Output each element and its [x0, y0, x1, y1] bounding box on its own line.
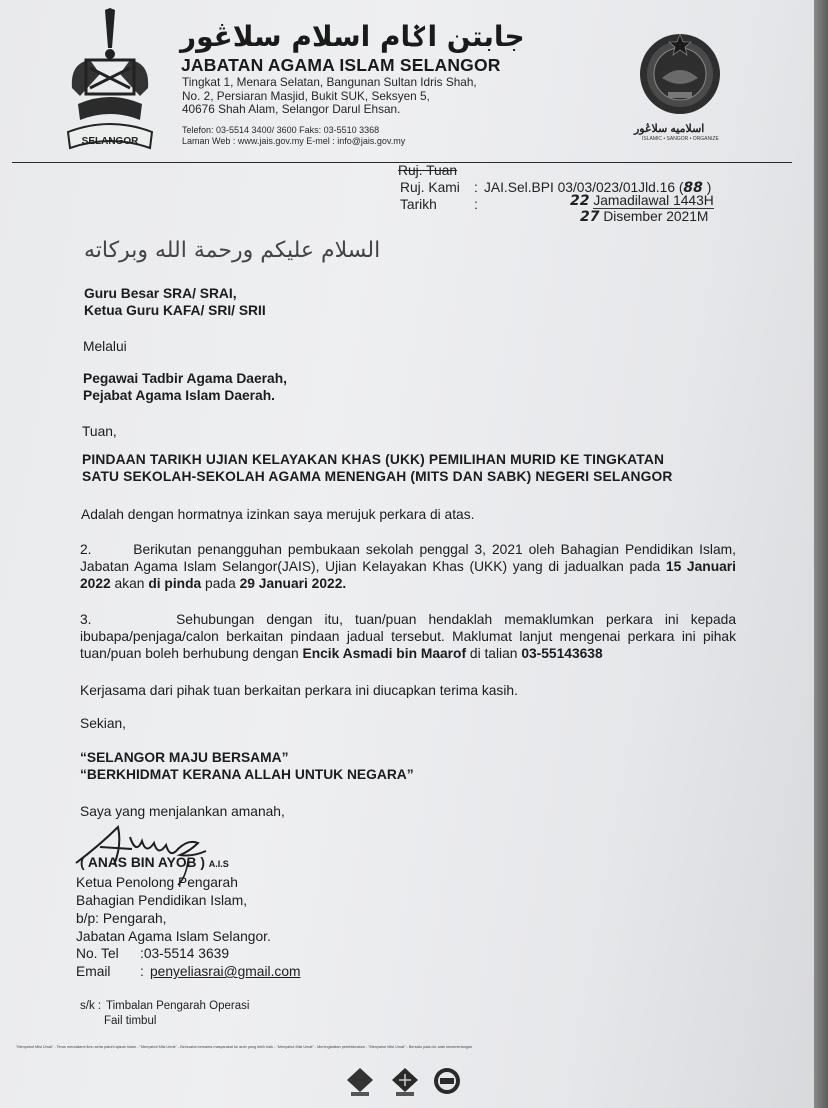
via-label: Melalui: [83, 339, 127, 354]
greg-day-handwritten: 27: [580, 209, 600, 225]
via-line-1: Pegawai Tadbir Agama Daerah,: [83, 371, 287, 386]
subject-line-1: PINDAAN TARIKH UJIAN KELAYAKAN KHAS (UKK) PEMILIHAN MURID KE TINGKATAN: [82, 452, 665, 467]
address-block: [182, 76, 477, 117]
via-line-2: Pejabat Agama Islam Daerah.: [83, 388, 275, 403]
selangor-crest-logo: [60, 8, 160, 153]
tel-label: No. Tel: [76, 946, 119, 961]
hijri-date: [570, 193, 714, 209]
email-sep: :: [140, 964, 144, 979]
sekian: Sekian,: [80, 716, 127, 731]
email-label: Email: [76, 964, 111, 979]
paragraph-3-text: Sehubungan dengan itu, tuan/puan hendaklah memaklumkan perkara ini kepada ibubapa/penjaga/calon berkaitan pindaan jadual tersebut. Maklumat lanjut mengenai perkara ini pihak tuan/puan boleh berhubung dengan: [80, 612, 736, 661]
address-line: No. 2, Persiaran Masjid, Bukit SUK, Seksyen 5,: [182, 88, 430, 103]
recipient-line-1: Guru Besar SRA/ SRAI,: [84, 286, 237, 301]
greeting: Tuan,: [82, 424, 117, 439]
paragraph-2-mid2: pada: [205, 576, 236, 591]
contact-person: Encik Asmadi bin Maarof: [302, 646, 467, 661]
recipient-line-2: Ketua Guru KAFA/ SRI/ SRII: [84, 303, 266, 318]
hijri-day-handwritten: 22: [570, 193, 590, 209]
cc-line-1: Timbalan Pengarah Operasi: [106, 1000, 250, 1012]
paragraph-3-mid: di talian: [469, 646, 518, 661]
address-line: Tingkat 1, Menara Selatan, Bangunan Sultan Idris Shah,: [182, 75, 477, 89]
certification-badge-icon: [345, 1066, 375, 1098]
tel-value: :03-5514 3639: [140, 946, 229, 961]
paragraph-2-number: 2.: [80, 542, 92, 557]
footer-motto-strip: "Menyahut Misi Umat" - Terus mendalami ilmu serta patuhi ajaran Islam - "Menyahut Misi Umat" - Berusaha bersama masyarakat ke arah yang lebih baik - "Menyahut Misi Umat" - Meningkatkan perkhidmatan - "Menyahut Misi Umat" - Bersatu padu ke arah kecemerlangan: [16, 1045, 473, 1049]
web-email-line: Laman Web : www.jais.gov.my E-mel : info@jais.gov.my: [182, 135, 406, 146]
email-link[interactable]: penyeliasrai@gmail.com: [150, 964, 301, 979]
cc-line-2: Fail timbul: [104, 1015, 157, 1027]
cc-label: s/k :: [80, 1000, 102, 1012]
quality-badge-icon: [390, 1066, 420, 1098]
closing-paragraph: Kerjasama dari pihak tuan berkaitan perkara ini diucapkan terima kasih.: [80, 683, 518, 698]
signatory-title-2: Bahagian Pendidikan Islam,: [76, 893, 248, 908]
slogan-line-2: “BERKHIDMAT KERANA ALLAH UNTUK NEGARA”: [80, 767, 414, 782]
hijri-month-year: Jamadilawal 1443H: [593, 193, 714, 208]
emblem-subcaption: ISLAMIC • SANGOR • ORGANIZE: [642, 136, 719, 142]
ruj-kami-close: ): [706, 180, 712, 195]
ruj-kami-label: Ruj. Kami: [400, 180, 460, 195]
paragraph-3: [80, 611, 736, 662]
amended-phrase: di pinda: [148, 576, 202, 591]
original-exam-date: 15 Januari 2022: [80, 559, 736, 591]
greg-month-year: Disember 2021M: [603, 209, 709, 224]
slogan-line-1: “SELANGOR MAJU BERSAMA”: [80, 750, 289, 765]
ruj-tuan-label: Ruj. Tuan: [398, 163, 458, 178]
contact-block: [182, 125, 405, 146]
signoff: Saya yang menjalankan amanah,: [80, 804, 285, 819]
salam-calligraphy: السلام عليكم ورحمة الله وبركاته: [84, 238, 381, 263]
opening-paragraph: Adalah dengan hormatnya izinkan saya merujuk perkara di atas.: [81, 507, 475, 522]
tarikh-sep: :: [474, 197, 478, 212]
address-line: 40676 Shah Alam, Selangor Darul Ehsan.: [182, 102, 401, 116]
jais-emblem-logo: [638, 32, 722, 116]
paragraph-3-number: 3.: [80, 612, 92, 627]
integrity-badge-icon: [432, 1066, 462, 1098]
jawi-department-title: جابتن اݢام اسلام سلاڠور: [180, 20, 525, 53]
signatory-title-4: Jabatan Agama Islam Selangor.: [76, 929, 271, 944]
signatory-honorific: A.I.S: [208, 859, 229, 869]
tarikh-label: Tarikh: [400, 197, 437, 212]
signatory-title-3: b/p: Pengarah,: [76, 911, 167, 926]
paragraph-2-text: Berikutan penangguhan pembukaan sekolah penggal 3, 2021 oleh Bahagian Pendidikan Islam, Jabatan Agama Islam Selangor(JAIS), Ujian Kelayakan Khas (UKK) yang di jadualkan pada: [80, 542, 736, 574]
ruj-kami-handwritten: 88: [683, 180, 703, 196]
subject-line-2: SATU SEKOLAH-SEKOLAH AGAMA MENENGAH (MITS DAN SABK) NEGERI SELANGOR: [82, 469, 673, 484]
paragraph-2-mid: akan: [114, 576, 145, 591]
page-edge-shadow: [814, 0, 828, 1108]
emblem-caption: اسلاميه سلاڠور: [634, 123, 705, 135]
paragraph-2: [80, 541, 736, 592]
phone-fax-line: Telefon: 03-5514 3400/ 3600 Faks: 03-5510 3368: [182, 125, 380, 135]
signatory-name: ( ANAS BIN AYOB ) A.I.S: [80, 855, 229, 870]
signatory-title-1: Ketua Penolong Pengarah: [76, 875, 238, 890]
gregorian-date: [580, 209, 708, 225]
new-exam-date: 29 Januari 2022.: [239, 576, 347, 591]
department-name: JABATAN AGAMA ISLAM SELANGOR: [181, 55, 501, 75]
ruj-kami-sep: :: [474, 180, 478, 195]
crest-caption: SELANGOR: [81, 136, 139, 147]
contact-phone: 03-55143638: [521, 646, 603, 661]
ruj-kami-number: JAI.Sel.BPI 03/03/023/01Jld.16 (: [484, 180, 684, 195]
